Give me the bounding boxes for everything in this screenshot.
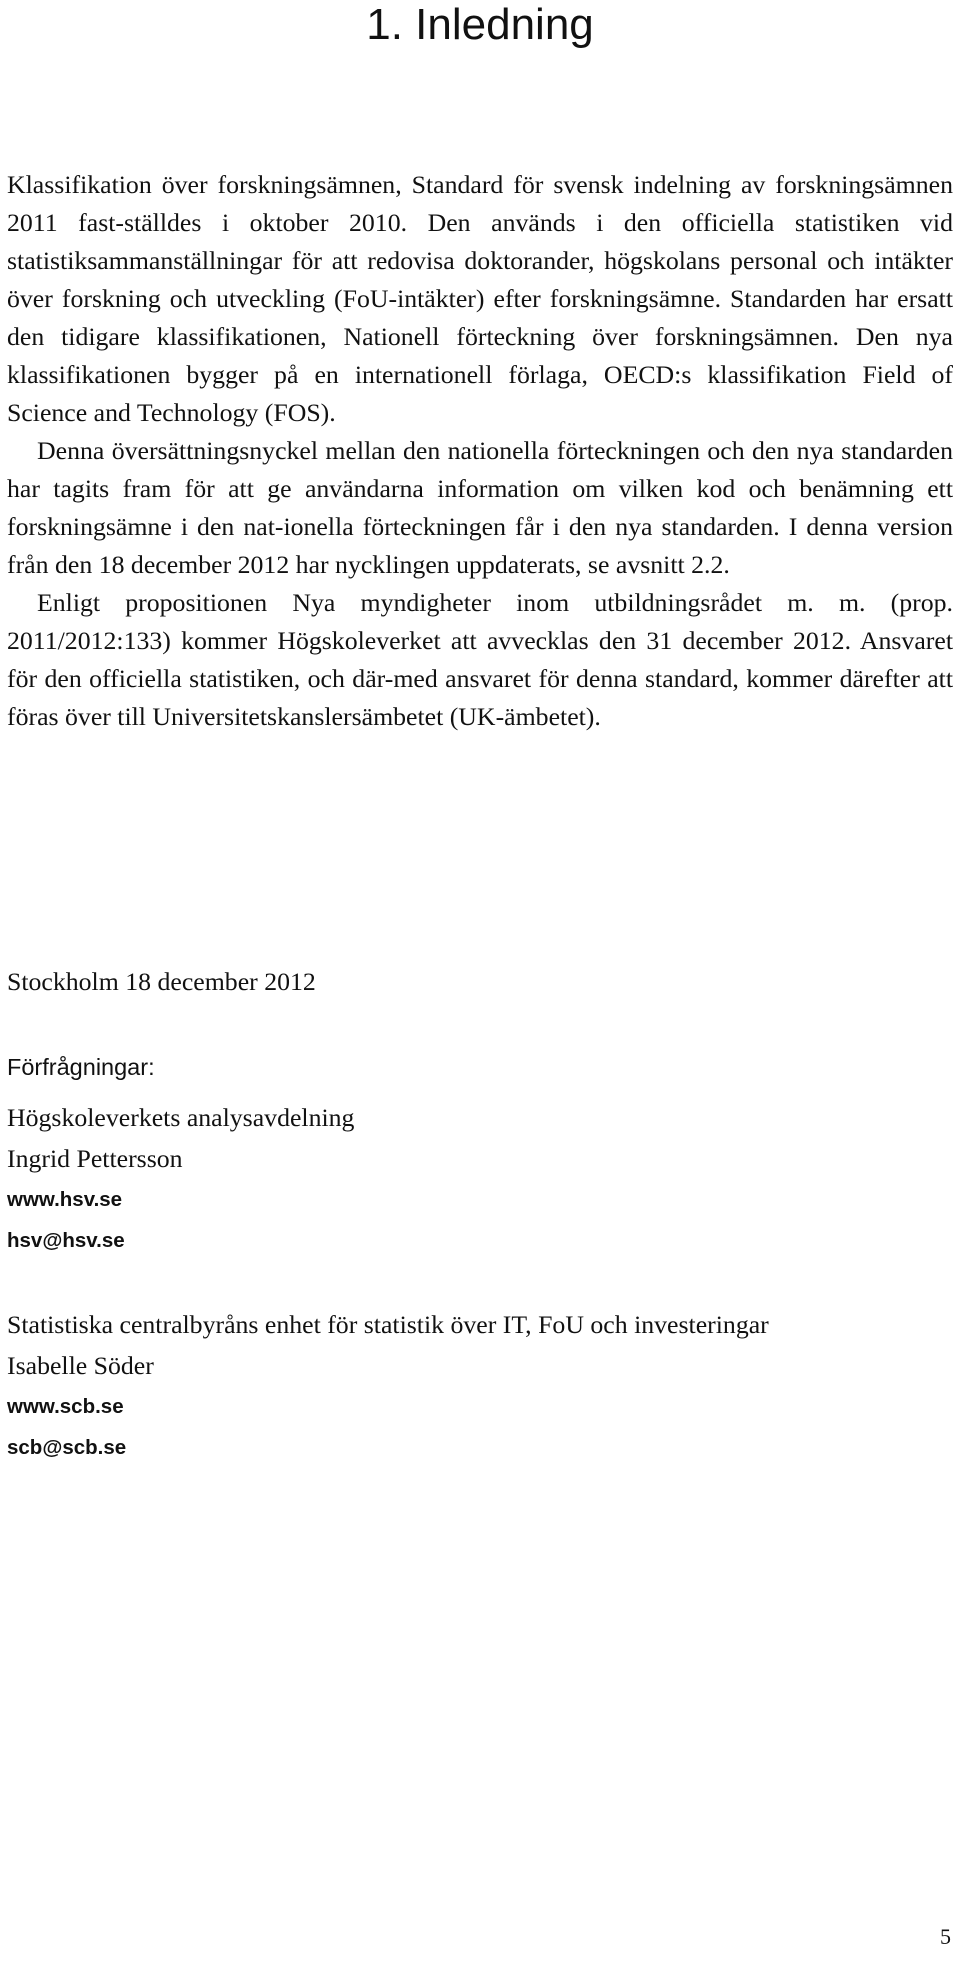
paragraph-3: Enligt propositionen Nya myndigheter inom utbildningsrådet m. m. (prop. 2011/2012:133) kommer Högskoleverket att avvecklas den 31 december 2012. Ansvaret för den officiella statistiken, och där-med ansvaret för denna standard, kommer därefter att föras över till Universitetskanslersämbetet (UK-ämbetet). bbox=[7, 588, 953, 731]
contact-website-link[interactable]: www.scb.se bbox=[7, 1395, 124, 1418]
contact-website-link[interactable]: www.hsv.se bbox=[7, 1188, 123, 1211]
intro-body bbox=[7, 166, 953, 736]
paragraph-2: Denna översättningsnyckel mellan den nationella förteckningen och den nya standarden har tagits fram för att ge användarna information om vilken kod och benämning ett forskningsämne i den nat-ionella förteckningen får i den nya standarden. I denna version från den 18 december 2012 har nycklingen uppdaterats, se avsnitt 2.2. bbox=[7, 436, 953, 579]
contact-organization: Högskoleverkets analysavdelning bbox=[7, 1103, 355, 1132]
inquiries-heading: Förfrågningar: bbox=[7, 1054, 155, 1080]
page-number: 5 bbox=[940, 1924, 951, 1949]
date-line: Stockholm 18 december 2012 bbox=[7, 967, 316, 996]
contact-block-hsv bbox=[7, 1097, 354, 1261]
contact-email-link[interactable]: hsv@hsv.se bbox=[7, 1229, 125, 1252]
contact-organization: Statistiska centralbyråns enhet för statistik över IT, FoU och investeringar bbox=[7, 1310, 769, 1339]
contact-block-scb bbox=[7, 1304, 769, 1468]
chapter-heading: 1. Inledning bbox=[366, 0, 594, 49]
contact-email-link[interactable]: scb@scb.se bbox=[7, 1436, 127, 1459]
paragraph-1: Klassifikation över forskningsämnen, Standard för svensk indelning av forskningsämnen 2011 fast-ställdes i oktober 2010. Den används i den officiella statistiken vid statistiksammanställningar för att redovisa doktorander, högskolans personal och intäkter över forskning och utveckling (FoU-intäkter) efter forskningsämne. Standarden har ersatt den tidigare klassifikationen, Nationell förteckning över forskningsämnen. Den nya klassifikationen bygger på en internationell förlaga, OECD:s klassifikation Field of Science and Technology (FOS). bbox=[7, 170, 953, 427]
contact-person: Ingrid Pettersson bbox=[7, 1144, 183, 1173]
contact-person: Isabelle Söder bbox=[7, 1351, 154, 1380]
